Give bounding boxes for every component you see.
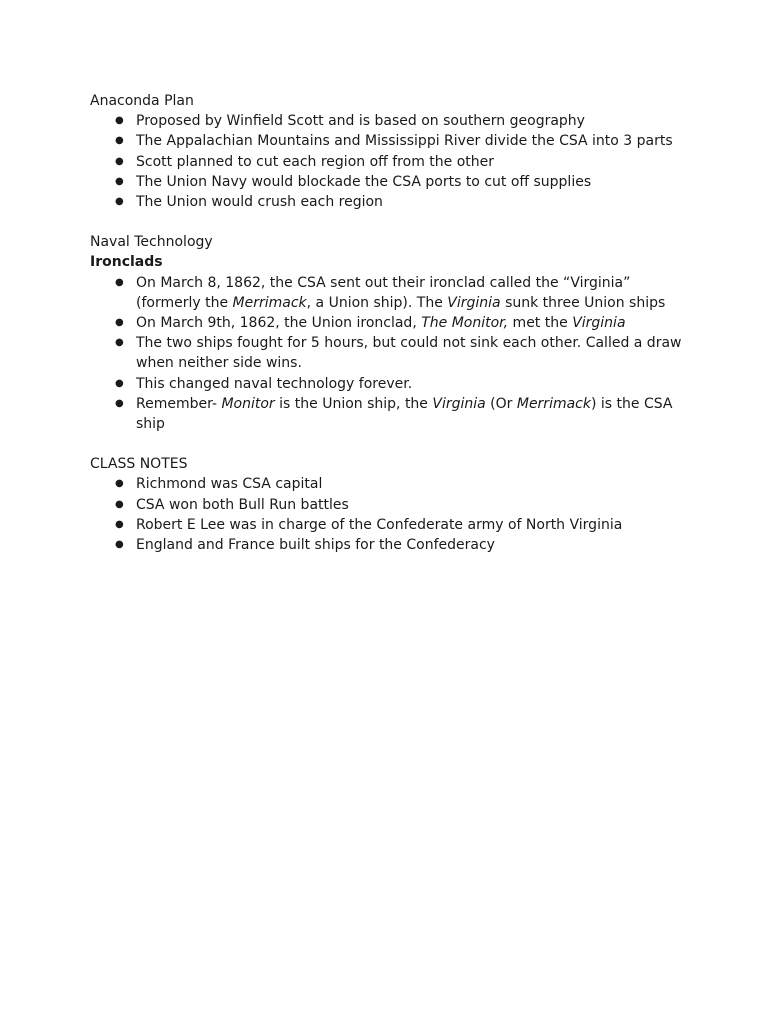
bullet-icon: ●	[115, 196, 124, 208]
list-item-text: Robert E Lee was in charge of the Confederate army of North Virginia	[136, 516, 623, 533]
bullet-icon: ●	[115, 397, 124, 409]
class-notes-list	[90, 474, 690, 555]
bullet-icon: ●	[115, 276, 124, 288]
anaconda-plan-section	[90, 91, 690, 212]
text-run-italic: Virginia	[447, 294, 501, 311]
ironclads-subheading: Ironclads	[90, 254, 163, 271]
list-item-text: Scott planned to cut each region off from the other	[136, 153, 494, 170]
list-item	[90, 535, 690, 555]
text-run-italic: Virginia	[572, 315, 626, 332]
text-run: Remember-	[136, 395, 222, 412]
bullet-icon: ●	[115, 155, 124, 167]
ironclads-list	[90, 273, 690, 435]
text-run: sunk three Union ships	[500, 294, 666, 311]
bullet-icon: ●	[115, 175, 124, 187]
text-run: met the	[508, 315, 573, 332]
naval-technology-heading: Naval Technology	[90, 234, 213, 251]
bullet-icon: ●	[115, 337, 124, 349]
list-item-text: The Union would crush each region	[136, 194, 383, 211]
text-run-italic: Merrimack	[232, 294, 307, 311]
list-item	[90, 111, 690, 131]
list-item-text: The Appalachian Mountains and Mississippi River divide the CSA into 3 parts	[136, 133, 673, 150]
bullet-icon: ●	[115, 115, 124, 127]
list-item	[90, 515, 690, 535]
list-item	[90, 495, 690, 515]
list-item-text: England and France built ships for the Confederacy	[136, 537, 495, 554]
naval-technology-section	[90, 232, 690, 434]
anaconda-plan-heading: Anaconda Plan	[90, 93, 194, 109]
bullet-icon: ●	[115, 377, 124, 389]
list-item	[90, 273, 690, 313]
list-item-text: CSA won both Bull Run battles	[136, 496, 349, 513]
list-item-text: Richmond was CSA capital	[136, 476, 323, 493]
bullet-icon: ●	[115, 498, 124, 510]
list-item-text: The Union Navy would blockade the CSA ports to cut off supplies	[136, 173, 592, 190]
text-run: On March 8, 1862, the CSA sent out their ironclad called the “Virginia” (formerly the	[136, 274, 631, 311]
list-item	[90, 333, 690, 373]
text-run-italic: The Monitor,	[421, 315, 509, 332]
bullet-icon: ●	[115, 539, 124, 551]
list-item	[90, 172, 690, 192]
list-item	[90, 394, 690, 434]
list-item-text	[136, 275, 665, 311]
text-run-italic: Virginia	[432, 395, 486, 412]
text-run: is the Union ship, the	[274, 395, 433, 412]
text-run: (Or	[485, 395, 517, 412]
list-item-text: The two ships fought for 5 hours, but could not sink each other. Called a draw when neither side wins.	[136, 335, 682, 372]
bullet-icon: ●	[115, 478, 124, 490]
list-item-text	[136, 396, 672, 432]
class-notes-heading: CLASS NOTES	[90, 456, 188, 473]
bullet-icon: ●	[115, 317, 124, 329]
list-item	[90, 192, 690, 212]
list-item-text	[136, 315, 626, 331]
list-item-text: This changed naval technology forever.	[136, 375, 413, 392]
list-item	[90, 131, 690, 151]
text-run-italic: Merrimack	[516, 395, 591, 412]
class-notes-section	[90, 454, 690, 555]
bullet-icon: ●	[115, 518, 124, 530]
document-body	[90, 91, 690, 555]
text-run-italic: Monitor	[221, 395, 275, 412]
list-item	[90, 374, 690, 394]
text-run: On March 9th, 1862, the Union ironclad,	[136, 315, 422, 332]
list-item	[90, 152, 690, 172]
list-item-text: Proposed by Winfield Scott and is based on southern geography	[136, 113, 585, 130]
bullet-icon: ●	[115, 135, 124, 147]
text-run: , a Union ship). The	[306, 294, 448, 311]
list-item	[90, 313, 690, 333]
list-item	[90, 474, 690, 494]
anaconda-plan-list	[90, 111, 690, 212]
text-run: ) is the CSA ship	[136, 395, 673, 433]
